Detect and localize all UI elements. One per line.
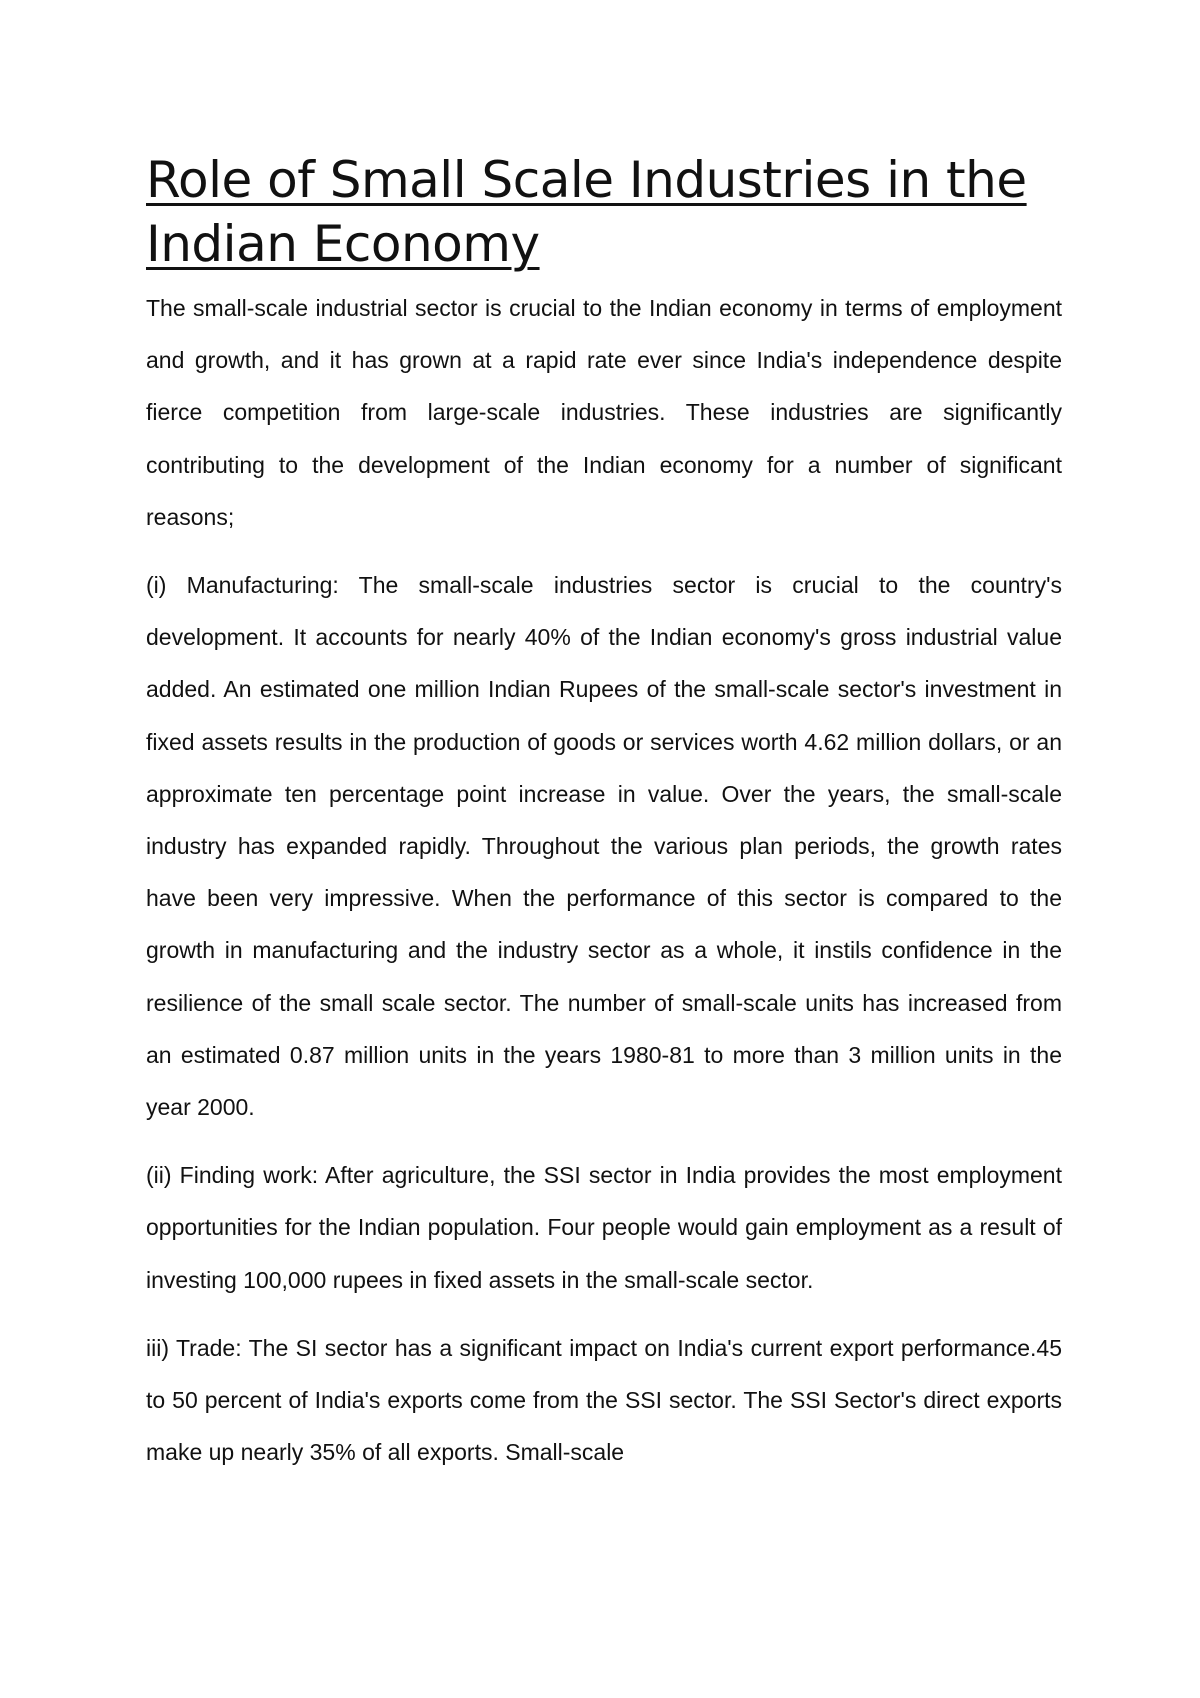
paragraph-trade: iii) Trade: The SI sector has a significant impact on India's current export performance.45 to 50 percent of India's exports come from the SSI sector. The SSI Sector's direct exports make up nearly 35% of all exports. Small-scale: [146, 1334, 1062, 1466]
paragraph-manufacturing: (i) Manufacturing: The small-scale industries sector is crucial to the country's development. It accounts for nearly 40% of the Indian economy's gross industrial value added. An estimated one million Indian Rupees of the small-scale sector's investment in fixed assets results in the production of goods or services worth 4.62 million dollars, or an approximate ten percentage point increase in value. Over the years, the small-scale industry has expanded rapidly. Throughout the various plan periods, the growth rates have been very impressive. When the performance of this sector is compared to the growth in manufacturing and the industry sector as a whole, it instils confidence in the resilience of the small scale sector. The number of small-scale units has increased from an estimated 0.87 million units in the years 1980-81 to more than 3 million units in the year 2000.: [146, 572, 1062, 1121]
paragraph-intro: The small-scale industrial sector is crucial to the Indian economy in terms of employment and growth, and it has grown at a rapid rate ever since India's independence despite fierce competition from large-scale industries. These industries are significantly contributing to the development of the Indian economy for a number of significant reasons;: [146, 295, 1062, 530]
document-title: Role of Small Scale Industries in the Indian Economy: [146, 151, 1027, 273]
paragraph-finding-work: (ii) Finding work: After agriculture, the SSI sector in India provides the most employment opportunities for the Indian population. Four people would gain employment as a result of investing 100,000 rupees in fixed assets in the small-scale sector.: [146, 1162, 1062, 1293]
document-content: [146, 148, 1062, 1478]
